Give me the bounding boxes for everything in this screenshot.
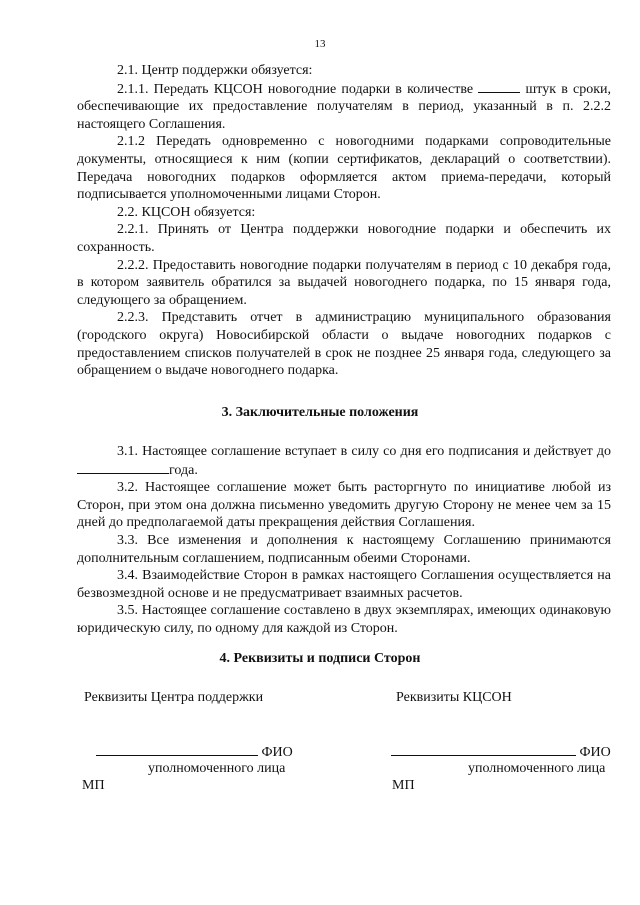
clause-2-1: 2.1. Центр поддержки обязуется: (117, 63, 313, 78)
quantity-blank (478, 80, 520, 93)
clause-2-2-1: 2.2.1. Принять от Центра поддержки новогодние подарки и обеспечить их сохранность. (77, 222, 611, 255)
clause-2-1-1 (77, 80, 611, 134)
date-blank (77, 461, 169, 474)
section-4-title: 4. Реквизиты и подписи Сторон (219, 651, 421, 666)
right-signature-line (391, 743, 611, 761)
left-signature-line (96, 743, 293, 761)
section-3 (77, 443, 611, 638)
clause-2-2: 2.2. КЦСОН обязуется: (117, 204, 256, 220)
clause-3-4: 3.4. Взаимодействие Сторон в рамках настоящего Соглашения осуществляется на безвозмездной основе и не предусматривает взаимных расчетов. (77, 568, 611, 601)
clause-2-2-2: 2.2.2. Предоставить новогодние подарки получателям в период с 10 декабря года, в котором заявитель обратился за выдачей новогоднего подарка, по 15 января года, следующего за обращением. (77, 257, 611, 308)
clause-3-1-end: года. (169, 462, 198, 478)
clause-3-5: 3.5. Настоящее соглашение составлено в двух экземплярах, имеющих одинаковую юридическую силу, по одному для каждой из Сторон. (77, 603, 611, 636)
clause-2-1-1-start: 2.1.1. Передать КЦСОН новогодние подарки в количестве (117, 81, 474, 97)
left-fio-label: ФИО (261, 745, 293, 760)
right-requisites-label: Реквизиты КЦСОН (396, 690, 512, 705)
clause-3-1 (77, 443, 611, 479)
clause-2-1-2: 2.1.2 Передать одновременно с новогодними подарками сопроводительные документы, относящиеся к ним (копии сертификатов, деклараций о соответствии). Передача новогодних подарков оформляется актом приема-передачи, который подписывается уполномоченными лицами Сторон. (77, 134, 611, 203)
clause-2-1-1-end: штук в сроки, обеспечивающие их предоставление получателям в период, указанный в п. 2.2.2 настоящего Соглашения. (77, 81, 612, 132)
left-authorized-person: уполномоченного лица (148, 761, 286, 776)
right-stamp-label: МП (392, 778, 415, 793)
clause-3-3: 3.3. Все изменения и дополнения к настоящему Соглашению принимаются дополнительным соглашением, подписанным обеими Сторонами. (77, 532, 611, 566)
left-stamp-label: МП (82, 778, 105, 793)
clause-3-2: 3.2. Настоящее соглашение может быть расторгнуто по инициативе любой из Сторон, при этом она должна письменно уведомить другую Сторону не менее чем за 15 дней до предполагаемой даты прекращения действия Соглашения. (77, 480, 611, 531)
right-fio-label: ФИО (579, 745, 611, 760)
right-signature-blank (391, 743, 576, 756)
section-3-title: 3. Заключительные положения (221, 405, 419, 420)
left-requisites-label: Реквизиты Центра поддержки (84, 690, 264, 705)
left-signature-blank (96, 743, 258, 756)
right-authorized-person: уполномоченного лица (468, 761, 606, 776)
section-2 (77, 62, 611, 380)
clause-2-2-3: 2.2.3. Представить отчет в администрацию муниципального образования (городского округа) Новосибирской области о выдаче новогодних подарков с предоставлением списков получателей в срок не позднее 25 января года, следующего за обращением о выдаче новогоднего подарка. (77, 310, 611, 379)
clause-3-1-start: 3.1. Настоящее соглашение вступает в силу со дня его подписания и действует до (117, 444, 611, 459)
page-number: 13 (314, 38, 326, 50)
